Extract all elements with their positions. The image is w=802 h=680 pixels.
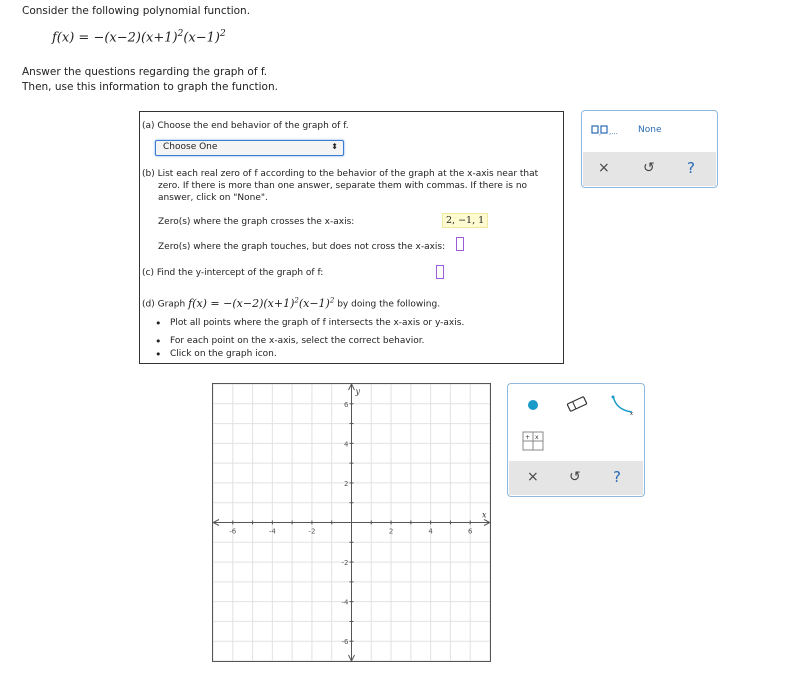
- instructions: [22, 65, 278, 95]
- part-c-label: (c) Find the y-intercept of the graph of f:: [142, 268, 324, 278]
- svg-text:x: x: [535, 434, 539, 441]
- coordinate-plane[interactable]: [213, 384, 490, 661]
- undo-icon[interactable]: ↺: [643, 160, 655, 176]
- graph-area[interactable]: [212, 383, 491, 662]
- x-tick-label: -4: [268, 527, 276, 536]
- select-arrows-icon: ⬍: [331, 142, 338, 151]
- close-icon[interactable]: ×: [527, 469, 539, 485]
- intro-text: Consider the following polynomial function.: [22, 5, 251, 17]
- table-icon[interactable]: [522, 431, 544, 454]
- svg-text:x: x: [630, 411, 633, 416]
- part-b-label: (b) List each real zero of f according to the behavior of the graph at the x-axis near that zero. If there is more than one answer, separate them with commas. If there is no answer, click on "None".: [142, 169, 539, 203]
- svg-text:,...: ,...: [609, 128, 618, 136]
- list-item: • Plot all points where the graph of f intersects the x-axis or y-axis.: [155, 318, 464, 328]
- x-axis-label: x: [482, 510, 487, 520]
- answer-toolbar-actions: [583, 152, 716, 186]
- function-formula: $f(x) = -(x-2)(x+1)^2(x-1)^2$: [52, 29, 226, 46]
- instruction-line: Answer the questions regarding the graph of f.: [22, 66, 268, 78]
- x-tick-label: 2: [388, 527, 394, 536]
- close-icon[interactable]: ×: [598, 160, 610, 176]
- part-d-formula: $f(x) = -(x-2)(x+1)^2(x-1)^2$: [188, 296, 335, 310]
- y-tick-label: -2: [341, 559, 349, 568]
- touches-label: Zero(s) where the graph touches, but does not cross the x-axis:: [158, 242, 446, 252]
- graph-toolbar: [507, 383, 645, 497]
- x-tick-label: -6: [229, 527, 237, 536]
- y-intercept-input[interactable]: [436, 265, 444, 279]
- undo-icon[interactable]: ↺: [569, 469, 581, 485]
- y-tick-label: 4: [344, 440, 349, 449]
- svg-text:,: ,: [599, 130, 601, 136]
- x-tick-label: 4: [428, 527, 433, 536]
- y-tick-label: -4: [341, 598, 349, 607]
- answer-toolbar: [581, 110, 718, 188]
- list-item: • Click on the graph icon.: [155, 349, 277, 359]
- y-tick-label: -6: [341, 638, 349, 647]
- list-item: • For each point on the x-axis, select the correct behavior.: [155, 336, 424, 346]
- y-tick-label: 2: [344, 479, 349, 488]
- end-behavior-select[interactable]: Choose One ⬍: [155, 140, 344, 156]
- svg-text:+: +: [525, 434, 531, 441]
- help-icon[interactable]: ?: [687, 159, 695, 177]
- touches-answer-input[interactable]: [456, 237, 464, 251]
- question-box: [139, 111, 564, 364]
- part-d-label: (d) Graph $f(x) = -(x-2)(x+1)^2(x-1)^2$ by doing the following.: [142, 296, 441, 310]
- x-tick-label: -2: [308, 527, 316, 536]
- crosses-label: Zero(s) where the graph crosses the x-axis:: [158, 217, 355, 227]
- curve-icon[interactable]: [610, 394, 636, 419]
- crosses-answer-input[interactable]: 2, −1, 1: [442, 213, 488, 228]
- list-format-icon[interactable]: [591, 124, 621, 139]
- instruction-line: Then, use this information to graph the function.: [22, 81, 278, 93]
- none-button[interactable]: None: [638, 125, 662, 135]
- x-tick-label: 6: [467, 527, 473, 536]
- eraser-icon[interactable]: [565, 395, 589, 416]
- part-a-label: (a) Choose the end behavior of the graph of f.: [142, 121, 349, 131]
- graph-toolbar-actions: [509, 461, 643, 495]
- y-axis-label: y: [355, 387, 361, 396]
- y-tick-label: 6: [344, 400, 349, 409]
- point-icon[interactable]: [528, 400, 538, 410]
- help-icon[interactable]: ?: [613, 468, 621, 486]
